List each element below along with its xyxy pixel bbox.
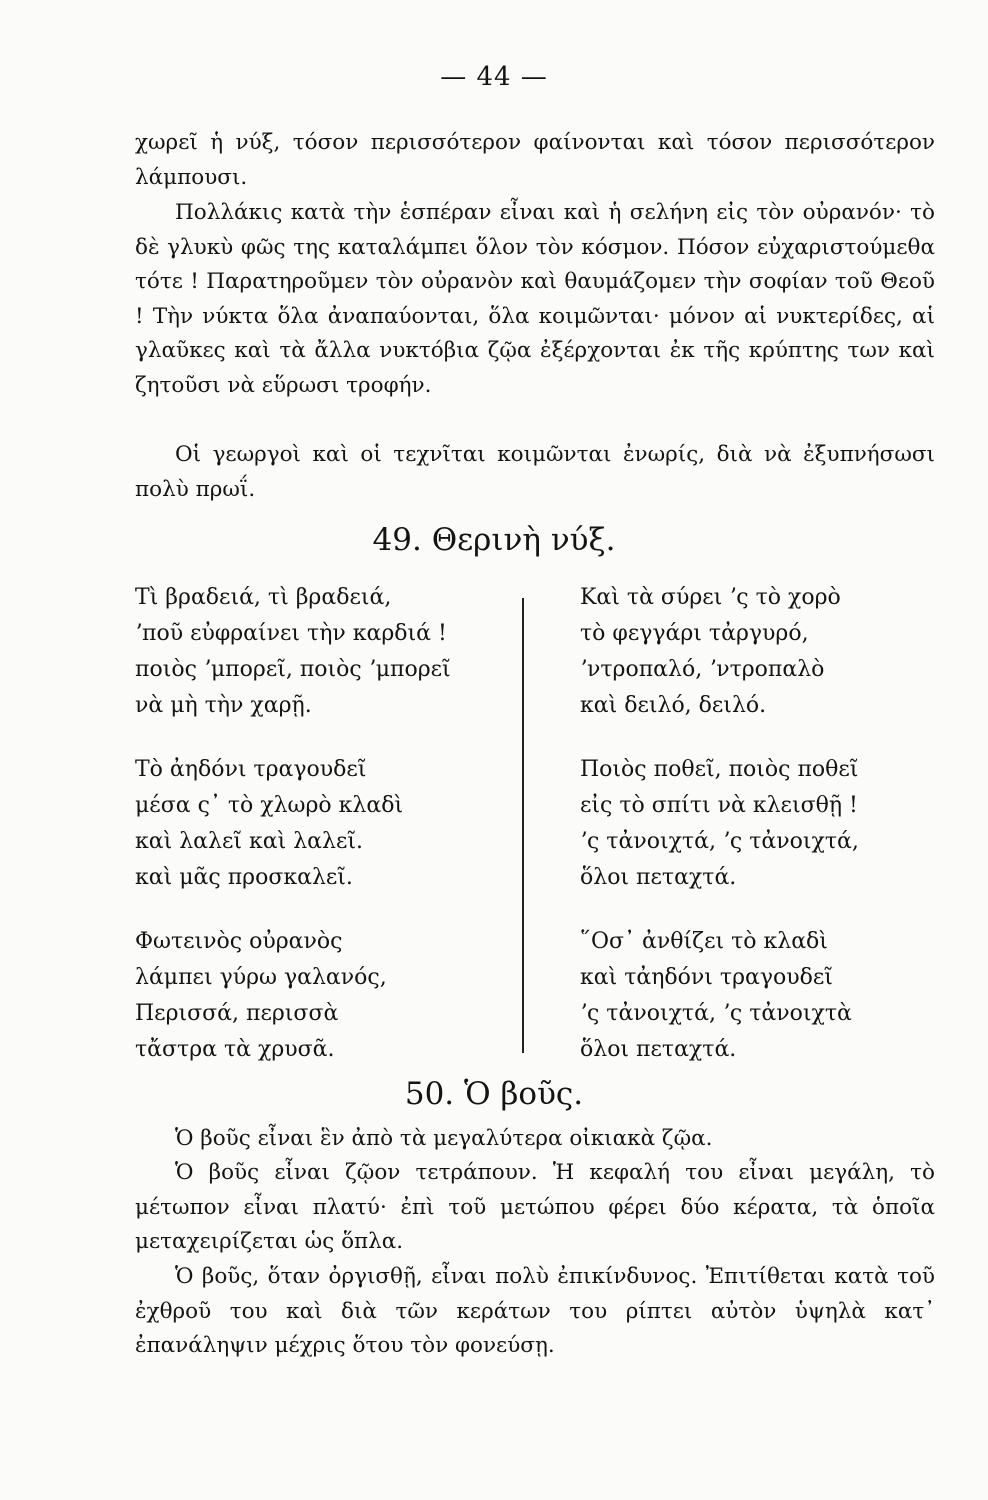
poem-line: καὶ δειλό, δειλό. <box>580 693 767 718</box>
poem-line: ὅλοι πεταχτά. <box>580 1037 737 1062</box>
poem-line: Καὶ τὰ σύρει ʼς τὸ χορὸ <box>580 585 841 610</box>
poem-stanza <box>135 924 515 1068</box>
intro-paragraph-3: Οἱ γεωργοὶ καὶ οἱ τεχνῖται κοιμῶνται ἐνωρίς, διὰ νὰ ἐξυπνήσωσι πολὺ πρωΐ. <box>135 442 935 502</box>
section-50-paragraph-2: Ὁ βοῦς εἶναι ζῷον τετράπουν. Ἡ κεφαλή του εἶναι μεγάλη, τὸ μέτωπον εἶναι πλατύ· ἐπὶ τοῦ μετώπου φέρει δύο κέρατα, τὰ ὁποῖα μεταχειρίζεται ὡς ὅπλα. <box>135 1160 935 1254</box>
intro-paragraph-1: χωρεῖ ἡ νύξ, τόσον περισσότερον φαίνονται καὶ τόσον περισσότερον λάμπουσι. <box>135 130 935 190</box>
poem-line: ʼντροπαλό, ʼντροπαλὸ <box>580 657 825 682</box>
poem-line: ὅλοι πεταχτά. <box>580 865 737 890</box>
poem-stanza <box>580 580 960 724</box>
poem-line: λάμπει γύρω γαλανός, <box>135 965 387 990</box>
poem-line: ποιὸς ʼμπορεῖ, ποιὸς ʼμπορεῖ <box>135 657 451 682</box>
poem-left-column <box>135 580 515 1096</box>
poem-line: ʼς τἀνοιχτά, ʼς τἀνοιχτὰ <box>580 1001 852 1026</box>
section-50-title: 50. Ὁ βοῦς. <box>404 1076 584 1112</box>
intro-paragraph-2: Πολλάκις κατὰ τὴν ἑσπέραν εἶναι καὶ ἡ σελήνη εἰς τὸν οὐρανόν· τὸ δὲ γλυκὺ φῶς της καταλάμπει ὅλον τὸν κόσμον. Πόσον εὐχαριστούμεθα τότε ! Παρατηροῦμεν τὸν οὐρανὸν καὶ θαυμάζομεν τὴν σοφίαν τοῦ Θεοῦ ! Τὴν νύκτα ὅλα ἀναπαύονται, ὅλα κοιμῶνται· μόνον αἱ νυκτερίδες, αἱ γλαῦκες καὶ τὰ ἄλλα νυκτόβια ζῷα ἐξέρχονται ἐκ τῆς κρύπτης των καὶ ζητοῦσι νὰ εὕρωσι τροφήν. <box>135 200 935 398</box>
poem-line: Περισσά, περισσὰ <box>135 1001 339 1026</box>
poem-line: καὶ τἀηδόνι τραγουδεῖ <box>580 965 833 990</box>
poem-line: Ποιὸς ποθεῖ, ποιὸς ποθεῖ <box>580 757 859 782</box>
poem-stanza <box>135 580 515 724</box>
section-50-paragraph-1: Ὁ βοῦς εἶναι ἓν ἀπὸ τὰ μεγαλύτερα οἰκιακὰ ζῷα. <box>175 1126 713 1151</box>
poem-line: νὰ μὴ τὴν χαρῇ. <box>135 693 312 718</box>
page-number: — 44 — <box>440 62 548 92</box>
poem-line: καὶ λαλεῖ καὶ λαλεῖ. <box>135 829 363 854</box>
poem-right-column <box>580 580 960 1096</box>
column-divider <box>522 598 524 1053</box>
poem-line: τἄστρα τὰ χρυσᾶ. <box>135 1037 335 1062</box>
poem-line: Τὶ βραδειά, τὶ βραδειά, <box>135 585 392 610</box>
poem-stanza <box>580 924 960 1068</box>
poem-line: ῞Οσ᾽ ἀνθίζει τὸ κλαδὶ <box>580 929 828 954</box>
poem-line: καὶ μᾶς προσκαλεῖ. <box>135 865 353 890</box>
poem-line: Φωτεινὸς οὐρανὸς <box>135 929 343 954</box>
poem-line: ʼποῦ εὐφραίνει τὴν καρδιά ! <box>135 621 447 646</box>
poem-line: εἰς τὸ σπίτι νὰ κλεισθῇ ! <box>580 793 858 818</box>
section-50-paragraph-3: Ὁ βοῦς, ὅταν ὀργισθῇ, εἶναι πολὺ ἐπικίνδυνος. Ἐπιτίθεται κατὰ τοῦ ἐχθροῦ του καὶ διὰ τῶν κεράτων του ρίπτει αὐτὸν ὑψηλὰ κατ᾽ ἐπανάληψιν μέχρις ὅτου τὸν φονεύσῃ. <box>135 1264 935 1358</box>
poem-line: ʼς τἀνοιχτά, ʼς τἀνοιχτά, <box>580 829 859 854</box>
poem-stanza <box>580 752 960 896</box>
poem-line: τὸ φεγγάρι τἀργυρό, <box>580 621 809 646</box>
poem-line: μέσα ς᾽ τὸ χλωρὸ κλαδὶ <box>135 793 404 818</box>
section-49-title: 49. Θερινὴ νύξ. <box>372 522 616 558</box>
poem-stanza <box>135 752 515 896</box>
poem-line: Τὸ ἀηδόνι τραγουδεῖ <box>135 757 367 782</box>
